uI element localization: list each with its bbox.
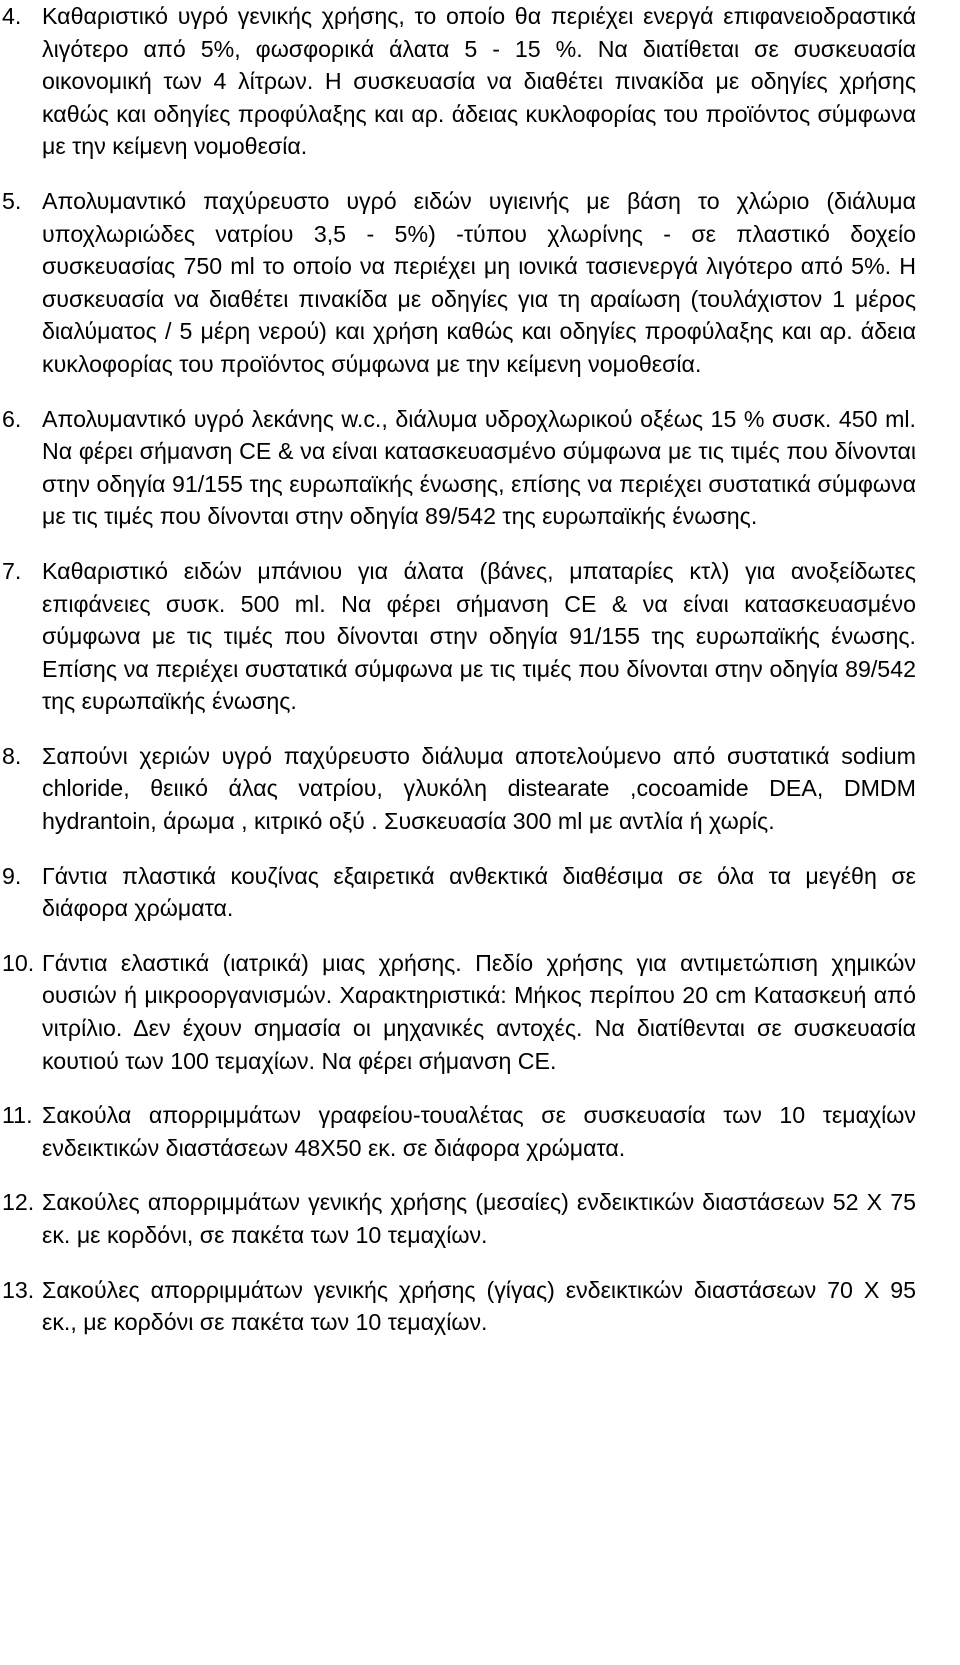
item-number: 11. (2, 1102, 33, 1129)
item-text: Σακούλες απορριμμάτων γενικής χρήσης (γίγας) ενδεικτικών διαστάσεων 70 Χ 95 εκ., με κορδόνι σε πακέτα των 10 τεμαχίων. (42, 1276, 916, 1336)
list-item-11 (2, 1099, 916, 1164)
list-item-12 (2, 1186, 916, 1251)
item-number: 5. (2, 187, 22, 214)
item-number: 12. (2, 1189, 35, 1216)
item-text: Σακούλα απορριμμάτων γραφείου-τουαλέτας σε συσκευασία των 10 τεμαχίων ενδεικτικών διαστάσεων 48Χ50 εκ. σε διάφορα χρώματα. (42, 1102, 916, 1161)
item-number: 6. (2, 405, 22, 432)
item-number: 8. (2, 742, 22, 769)
item-text: Απολυμαντικό υγρό λεκάνης w.c., διάλυμα υδροχλωρικού οξέως 15 % συσκ. 450 ml. Να φέρει σήμανση CE & να είναι κατασκευασμένο σύμφωνα με τις τιμές που δίνονται στην οδηγία 91/155 της ευρωπαϊκής ένωσης, επίσης να περιέχει συστατικά σύμφωνα με τις τιμές που δίνονται στην οδηγία 89/542 της ευρωπαϊκής ένωσης. (42, 405, 916, 530)
list-item-6 (2, 403, 916, 533)
item-text: Σακούλες απορριμμάτων γενικής χρήσης (μεσαίες) ενδεικτικών διαστάσεων 52 Χ 75 εκ. με κορδόνι, σε πακέτα των 10 τεμαχίων. (42, 1189, 916, 1248)
item-number: 13. (2, 1276, 35, 1303)
list-item-9 (2, 860, 916, 925)
item-text: Καθαριστικό υγρό γενικής χρήσης, το οποίο θα περιέχει ενεργά επιφανειοδραστικά λιγότερο από 5%, φωσφορικά άλατα 5 - 15 %. Να διατίθεται σε συσκευασία οικονομική των 4 λίτρων. Η συσκευασία να διαθέτει πινακίδα με οδηγίες χρήσης καθώς και οδηγίες προφύλαξης και αρ. άδειας κυκλοφορίας του προϊόντος σύμφωνα με την κείμενη νομοθεσία. (42, 3, 916, 160)
item-text: Απολυμαντικό παχύρευστο υγρό ειδών υγιεινής με βάση το χλώριο (διάλυμα υποχλωριώδες νατρίου 3,5 - 5%) -τύπου χλωρίνης - σε πλαστικό δοχείο συσκευασίας 750 ml το οποίο να περιέχει μη ιονικά τασιενεργά λιγότερο από 5%. Η συσκευασία να διαθέτει πινακίδα με οδηγίες για τη αραίωση (τουλάχιστον 1 μέρος διαλύματος / 5 μέρη νερού) και χρήση καθώς και οδηγίες προφύλαξης και αρ. άδεια κυκλοφορίας του προϊόντος σύμφωνα με την κείμενη νομοθεσία. (42, 187, 916, 377)
item-number: 9. (2, 862, 22, 889)
list-item-13 (2, 1274, 916, 1339)
item-text: Σαπούνι χεριών υγρό παχύρευστο διάλυμα αποτελούμενο από συστατικά sodium chloride, θειικό άλας νατρίου, γλυκόλη distearate ,cocoamide DEA, DMDM hydrantoin, άρωμα , κιτρικό οξύ . Συσκευασία 300 ml με αντλία ή χωρίς. (42, 742, 916, 835)
item-number: 10. (2, 949, 35, 976)
item-number: 4. (2, 3, 22, 29)
list-item-4 (2, 0, 916, 163)
item-text: Καθαριστικό ειδών μπάνιου για άλατα (βάνες, μπαταρίες κτλ) για ανοξείδωτες επιφάνειες συσκ. 500 ml. Να φέρει σήμανση CE & να είναι κατασκευασμένο σύμφωνα με τις τιμές που δίνονται στην οδηγία 91/155 της ευρωπαϊκής ένωσης. Επίσης να περιέχει συστατικά σύμφωνα με τις τιμές που δίνονται στην οδηγία 89/542 της ευρωπαϊκής ένωσης. (42, 557, 916, 715)
item-number: 7. (2, 557, 22, 584)
list-item-7 (2, 555, 916, 718)
list-item-8 (2, 740, 916, 838)
list-item-10 (2, 947, 916, 1077)
item-text: Γάντια πλαστικά κουζίνας εξαιρετικά ανθεκτικά διαθέσιμα σε όλα τα μεγέθη σε διάφορα χρώματα. (42, 862, 916, 922)
list-item-5 (2, 185, 916, 381)
item-text: Γάντια ελαστικά (ιατρικά) μιας χρήσης. Πεδίο χρήσης για αντιμετώπιση χημικών ουσιών ή μικροοργανισμών. Χαρακτηριστικά: Μήκος περίπου 20 cm Κατασκευή από νιτρίλιο. Δεν έχουν σημασία οι μηχανικές αντοχές. Να διατίθενται σε συσκευασία κουτιού των 100 τεμαχίων. Να φέρει σήμανση CE. (42, 949, 916, 1074)
